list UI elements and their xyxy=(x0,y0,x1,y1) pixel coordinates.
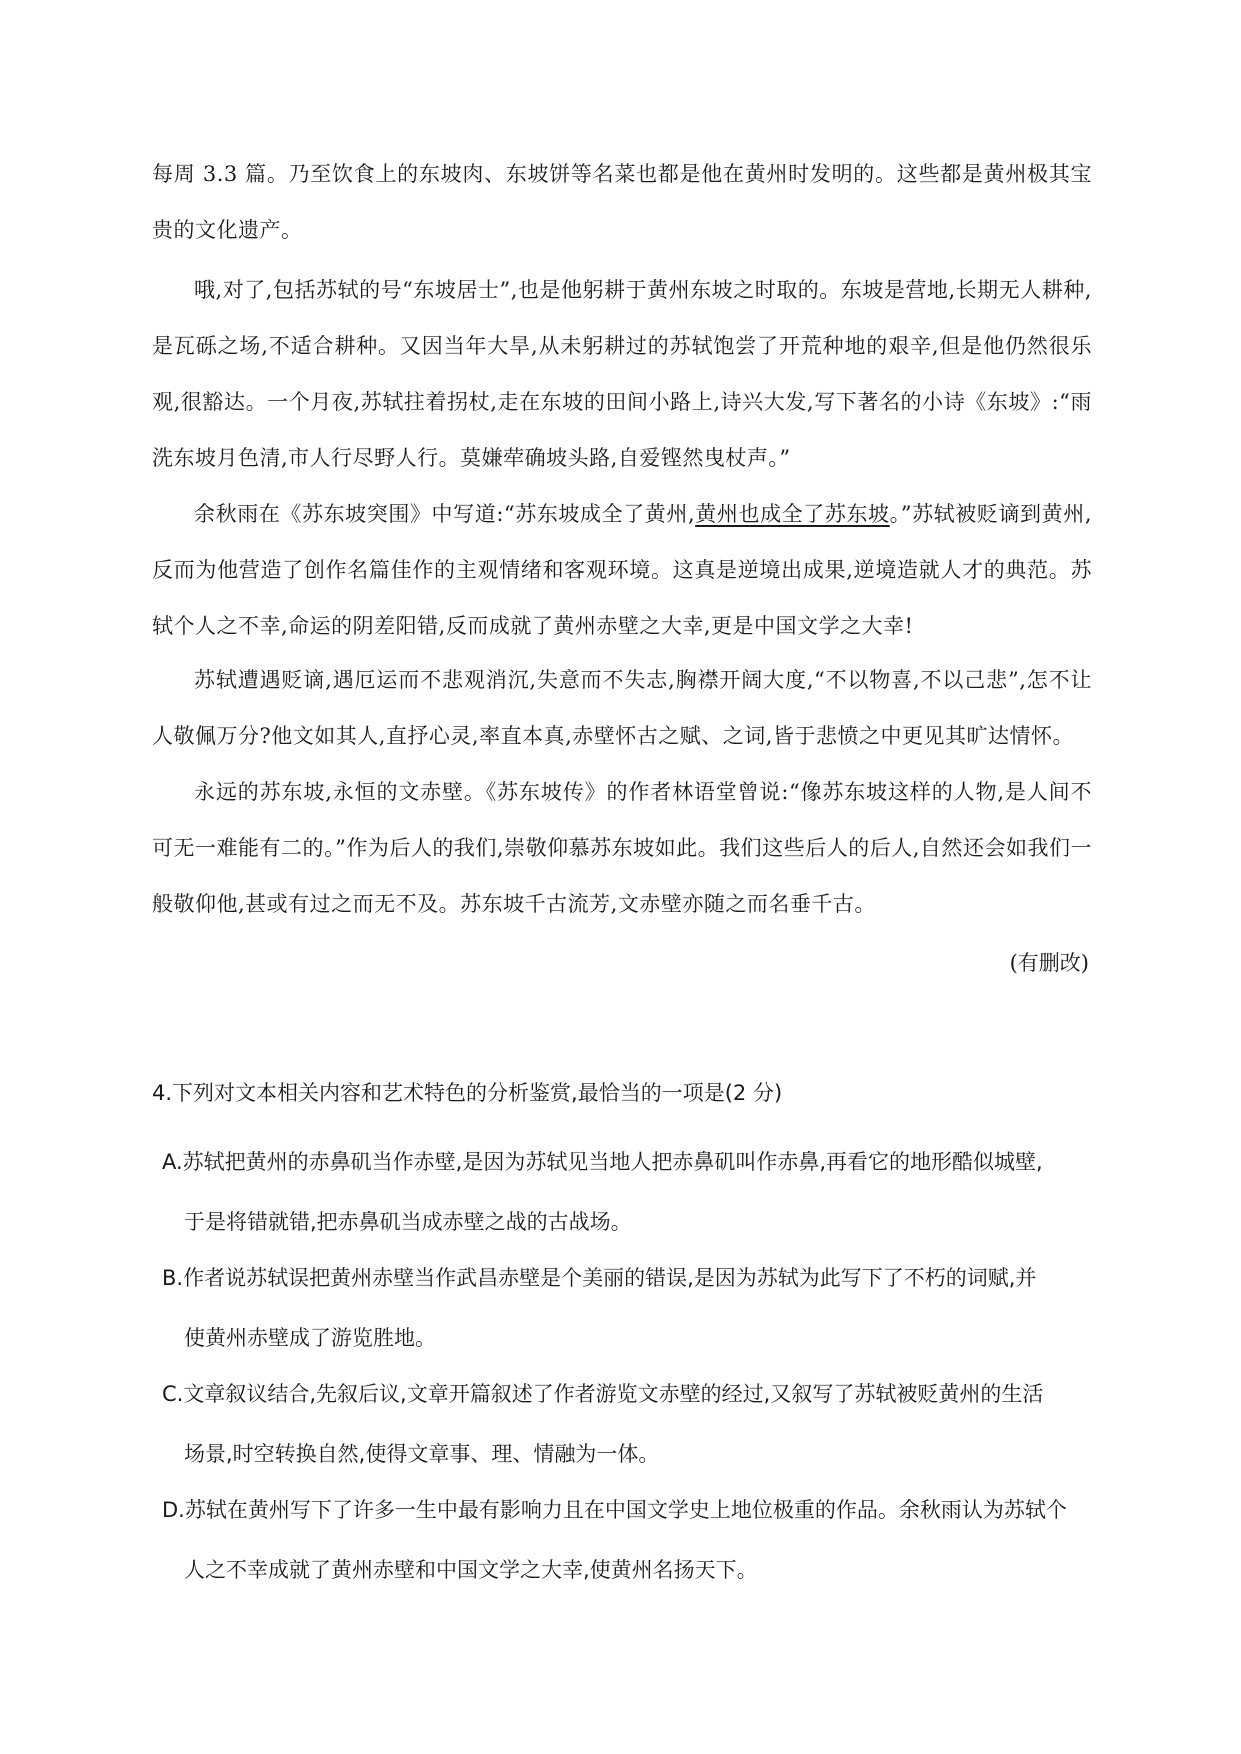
option-d-line-2: 人之不幸成就了黄州赤壁和中国文学之大幸,使黄州名扬天下。 xyxy=(184,1558,758,1582)
passage-paragraph-2: 哦,对了,包括苏轼的号“东坡居士”,也是他躬耕于黄州东坡之时取的。东坡是营地,长期无人耕种,是瓦砾之场,不适合耕种。又因当年大旱,从未躬耕过的苏轼饱尝了开荒种地的艰辛,但是他仍然很乐观,很豁达。一个月夜,苏轼拄着拐杖,走在东坡的田间小路上,诗兴大发,写下著名的小诗《东坡》:“雨洗东坡月色清,市人行尽野人行。莫嫌荦确坡头路,自爱铿然曳杖声。” xyxy=(152,278,1092,470)
option-b-line-1: B.作者说苏轼误把黄州赤壁当作武昌赤壁是个美丽的错误,是因为苏轼为此写下了不朽的词赋,并 xyxy=(162,1266,1037,1290)
passage-paragraph-4: 苏轼遭遇贬谪,遇厄运而不悲观消沉,失意而不失志,胸襟开阔大度,“不以物喜,不以己悲”,怎不让人敬佩万分?他文如其人,直抒心灵,率直本真,赤壁怀古之赋、之词,皆于悲愤之中更见其旷达情怀。 xyxy=(152,668,1092,748)
option-c-line-2: 场景,时空转换自然,使得文章事、理、情融为一体。 xyxy=(184,1442,660,1466)
option-c-line-1: C.文章叙议结合,先叙后议,文章开篇叙述了作者游览文赤壁的经过,又叙写了苏轼被贬黄州的生活 xyxy=(162,1382,1044,1406)
option-b-line-2: 使黄州赤壁成了游览胜地。 xyxy=(184,1326,436,1350)
paragraph-3-text-after: 。”苏轼被贬谪到黄州,反而为他营造了创作名篇佳作的主观情绪和客观环境。这真是逆境出成果,逆境造就人才的典范。苏轼个人之不幸,命运的阴差阳错,反而成就了黄州赤壁之大幸,更是中国文学之大幸! xyxy=(152,502,1093,638)
source-note: (有删改) xyxy=(1009,951,1089,975)
paragraph-3-text-before: 余秋雨在《苏东坡突围》中写道:“苏东坡成全了黄州, xyxy=(194,502,696,526)
option-b xyxy=(162,1248,1102,1368)
option-d xyxy=(162,1480,1102,1600)
option-a-line-2: 于是将错就错,把赤鼻矶当成赤壁之战的古战场。 xyxy=(184,1210,632,1234)
option-d-line-1: D.苏轼在黄州写下了许多一生中最有影响力且在中国文学史上地位极重的作品。余秋雨认为苏轼个 xyxy=(162,1498,1067,1522)
passage-paragraph-1: 每周 3.3 篇。乃至饮食上的东坡肉、东坡饼等名菜也都是他在黄州时发明的。这些都是黄州极其宝贵的文化遗产。 xyxy=(152,162,1092,242)
question-stem: 4.下列对文本相关内容和艺术特色的分析鉴赏,最恰当的一项是(2 分) xyxy=(152,1081,783,1105)
option-a xyxy=(162,1132,1102,1252)
option-c xyxy=(162,1364,1102,1484)
option-a-line-1: A.苏轼把黄州的赤鼻矶当作赤壁,是因为苏轼见当地人把赤鼻矶叫作赤鼻,再看它的地形酷似城壁, xyxy=(162,1150,1043,1174)
underlined-phrase: 黄州也成全了苏东坡 xyxy=(695,502,890,526)
passage-paragraph-5: 永远的苏东坡,永恒的文赤壁。《苏东坡传》的作者林语堂曾说:“像苏东坡这样的人物,是人间不可无一难能有二的。”作为后人的我们,崇敬仰慕苏东坡如此。我们这些后人的后人,自然还会如我们一般敬仰他,甚或有过之而无不及。苏东坡千古流芳,文赤壁亦随之而名垂千古。 xyxy=(152,780,1092,916)
passage-paragraph-3 xyxy=(152,486,1092,654)
